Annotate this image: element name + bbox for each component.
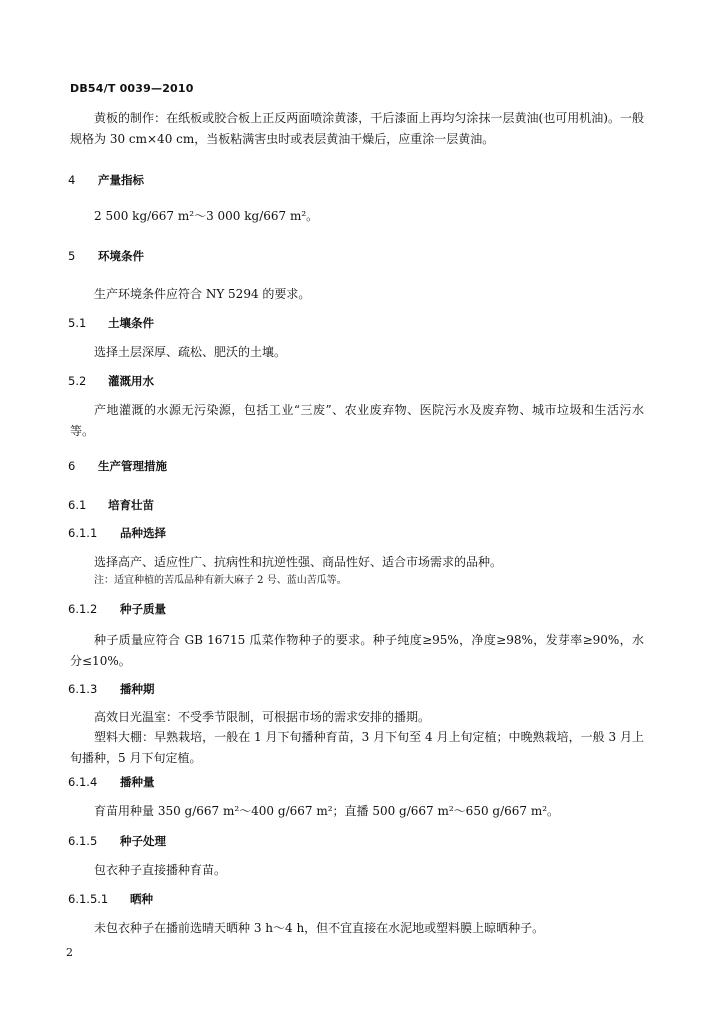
sowing-plastic-paragraph: 塑料大棚：早熟栽培，一般在 1 月下旬播种育苗，3 月下旬至 4 月上旬定植；中晚熟栽培，一般 3 月上旬播种，5 月下旬定植。 xyxy=(70,730,644,765)
seed-quality-paragraph: 种子质量应符合 GB 16715 瓜菜作物种子的要求。种子纯度≥95%，净度≥98%，发芽率≥90%，水分≤10%。 xyxy=(70,633,644,668)
heading-5-2 xyxy=(68,373,154,389)
heading-4 xyxy=(68,172,144,188)
heading-title: 产量指标 xyxy=(98,173,144,187)
variety-note: 注：适宜种植的苦瓜品种有新大麻子 2 号、蓝山苦瓜等。 xyxy=(94,575,347,586)
heading-number: 4 xyxy=(68,173,76,187)
heading-number: 5.2 xyxy=(68,374,87,388)
heading-6-1-2 xyxy=(68,601,166,617)
heading-title: 晒种 xyxy=(130,892,153,906)
sun-drying-paragraph: 未包衣种子在播前选晴天晒种 3 h～4 h，但不宜直接在水泥地或塑料膜上晾晒种子。 xyxy=(94,921,545,935)
heading-title: 播种量 xyxy=(120,775,155,789)
heading-title: 播种期 xyxy=(120,682,155,696)
yield-paragraph: 2 500 kg/667 m²～3 000 kg/667 m²。 xyxy=(94,209,319,223)
heading-title: 种子处理 xyxy=(120,834,166,848)
heading-title: 培育壮苗 xyxy=(108,498,154,512)
soil-paragraph: 选择土层深厚、疏松、肥沃的土壤。 xyxy=(94,345,287,359)
heading-title: 环境条件 xyxy=(98,249,144,263)
heading-number: 5.1 xyxy=(68,316,87,330)
standard-code-header: DB54/T 0039—2010 xyxy=(70,82,194,95)
heading-5 xyxy=(68,248,144,264)
heading-number: 6.1.5.1 xyxy=(68,892,109,906)
heading-title: 品种选择 xyxy=(120,526,166,540)
sowing-greenhouse-paragraph: 高效日光温室：不受季节限制，可根据市场的需求安排的播期。 xyxy=(94,710,431,724)
heading-number: 6.1.3 xyxy=(68,682,98,696)
variety-paragraph: 选择高产、适应性广、抗病性和抗逆性强、商品性好、适合市场需求的品种。 xyxy=(94,555,503,569)
heading-6 xyxy=(68,458,167,474)
heading-6-1-3 xyxy=(68,681,155,697)
sowing-amount-paragraph: 育苗用种量 350 g/667 m²～400 g/667 m²；直播 500 g/667 m²～650 g/667 m²。 xyxy=(94,804,560,818)
heading-title: 土壤条件 xyxy=(108,316,154,330)
heading-6-1 xyxy=(68,497,154,513)
heading-number: 6.1 xyxy=(68,498,87,512)
yellow-board-paragraph: 黄板的制作：在纸板或胶合板上正反两面喷涂黄漆，干后漆面上再均匀涂抹一层黄油(也可用机油)。一般规格为 30 cm×40 cm，当板粘满害虫时或表层黄油干燥后，应重涂一层黄油。 xyxy=(70,111,644,146)
heading-number: 5 xyxy=(68,249,76,263)
heading-title: 生产管理措施 xyxy=(98,459,167,473)
heading-5-1 xyxy=(68,315,154,331)
seed-treatment-paragraph: 包衣种子直接播种育苗。 xyxy=(94,863,227,877)
environment-paragraph: 生产环境条件应符合 NY 5294 的要求。 xyxy=(94,287,311,301)
heading-title: 灌溉用水 xyxy=(108,374,154,388)
heading-6-1-5 xyxy=(68,833,166,849)
heading-number: 6.1.2 xyxy=(68,602,98,616)
heading-number: 6 xyxy=(68,459,76,473)
irrigation-paragraph: 产地灌溉的水源无污染源，包括工业“三废”、农业废弃物、医院污水及废弃物、城市垃圾和生活污水等。 xyxy=(70,403,644,438)
heading-6-1-1 xyxy=(68,525,166,541)
heading-6-1-5-1 xyxy=(68,891,153,907)
heading-6-1-4 xyxy=(68,774,155,790)
heading-number: 6.1.5 xyxy=(68,834,98,848)
heading-number: 6.1.1 xyxy=(68,526,98,540)
heading-number: 6.1.4 xyxy=(68,775,98,789)
heading-title: 种子质量 xyxy=(120,602,166,616)
page-number: 2 xyxy=(66,946,73,959)
